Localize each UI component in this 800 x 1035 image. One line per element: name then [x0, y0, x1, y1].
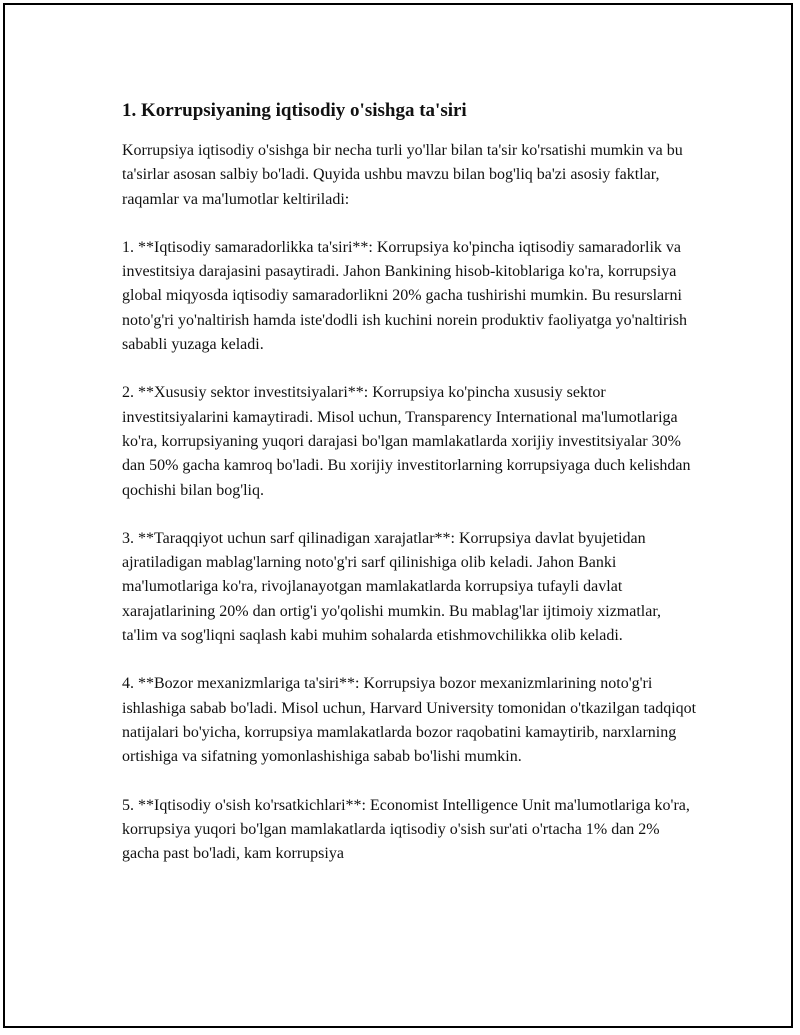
- point-3-paragraph: 3. **Taraqqiyot uchun sarf qilinadigan xarajatlar**: Korrupsiya davlat byujetidan ajratiladigan mablag'larning noto'g'ri sarf qilinishiga olib keladi. Jahon Banki ma'lumotlariga ko'ra, rivojlanayotgan mamlakatlarda korrupsiya tufayli davlat xarajatlarining 20% dan ortig'i yo'qolishi mumkin. Bu mablag'lar ijtimoiy xizmatlar, ta'lim va sog'liqni saqlash kabi muhim sohalarda etishmovchilikka olib keladi.: [122, 529, 662, 645]
- intro-paragraph: Korrupsiya iqtisodiy o'sishga bir necha turli yo'llar bilan ta'sir ko'rsatishi mumkin va bu ta'sirlar asosan salbiy bo'ladi. Quyida ushbu mavzu bilan bog'liq ba'zi asosiy faktlar, raqamlar va ma'lumotlar keltiriladi:: [122, 142, 683, 208]
- point-2-paragraph: 2. **Xususiy sektor investitsiyalari**: Korrupsiya ko'pincha xususiy sektor investitsiyalarini kamaytiradi. Misol uchun, Transparency International ma'lumotlariga ko'ra, korrupsiyaning yuqori darajasi bo'lgan mamlakatlarda xorijiy investitsiyalar 30% dan 50% gacha kamroq bo'ladi. Bu xorijiy investitorlarning korrupsiyaga duch kelishdan qochishi bilan bog'liq.: [122, 384, 691, 499]
- page-frame: [3, 3, 793, 1028]
- point-5-paragraph: 5. **Iqtisodiy o'sish ko'rsatkichlari**: Economist Intelligence Unit ma'lumotlariga ko'ra, korrupsiya yuqori bo'lgan mamlakatlarda iqtisodiy o'sish sur'ati o'rtacha 1% dan 2% gacha past bo'ladi, kam korrupsiya: [122, 796, 690, 863]
- point-4-paragraph: 4. **Bozor mexanizmlariga ta'siri**: Korrupsiya bozor mexanizmlarining noto'g'ri ishlashiga sabab bo'ladi. Misol uchun, Harvard University tomonidan o'tkazilgan tadqiqot natijalari bo'yicha, korrupsiya mamlakatlarda bozor raqobatini kamaytirib, narxlarning ortishiga va sifatning yomonlashishiga sabab bo'lishi mumkin.: [122, 675, 697, 766]
- section-heading: 1. Korrupsiyaning iqtisodiy o'sishga ta'siri: [122, 100, 467, 121]
- document-body: [122, 98, 697, 890]
- point-1-paragraph: 1. **Iqtisodiy samaradorlikka ta'siri**: Korrupsiya ko'pincha iqtisodiy samaradorlik va investitsiya darajasini pasaytiradi. Jahon Bankining hisob-kitoblariga ko'ra, korrupsiya global miqyosda iqtisodiy samaradorlikni 20% gacha tushirishi mumkin. Bu resurslarni noto'g'ri yo'naltirish hamda iste'dodli ish kuchini norein produktiv faoliyatga yo'naltirish sababli yuzaga keladi.: [122, 238, 687, 354]
